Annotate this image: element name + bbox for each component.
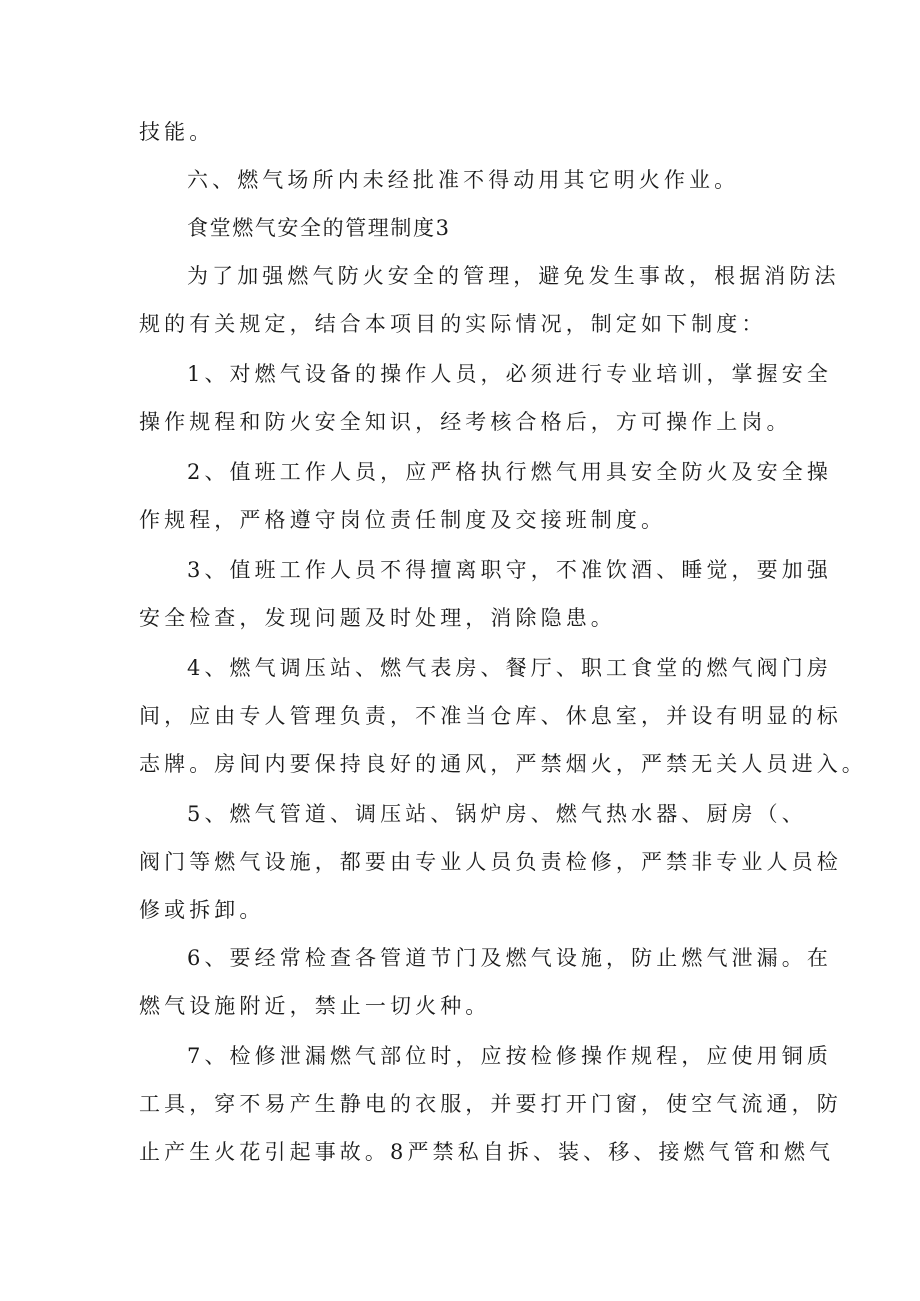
text-line: 4、燃气调压站、燃气表房、餐厅、职工食堂的燃气阀门房 xyxy=(187,656,832,680)
text-line: 3、值班工作人员不得擅离职守，不准饮酒、睡觉，要加强 xyxy=(187,558,832,582)
text-line: 安全检查，发现问题及时处理，消除隐患。 xyxy=(139,606,616,630)
text-line: 志牌。房间内要保持良好的通风，严禁烟火，严禁无关人员进入。 xyxy=(139,752,867,776)
text-line: 操作规程和防火安全知识，经考核合格后，方可操作上岗。 xyxy=(139,410,792,434)
text-line: 作规程，严格遵守岗位责任制度及交接班制度。 xyxy=(139,508,667,532)
text-line: 1、对燃气设备的操作人员，必须进行专业培训，掌握安全 xyxy=(187,362,832,386)
text-line: 技能。 xyxy=(139,120,215,144)
text-line: 6、要经常检查各管道节门及燃气设施，防止燃气泄漏。在 xyxy=(187,946,832,970)
text-line: 六、燃气场所内未经批准不得动用其它明火作业。 xyxy=(187,168,740,192)
text-line: 规的有关规定，结合本项目的实际情况，制定如下制度： xyxy=(139,312,767,336)
text-line: 阀门等燃气设施，都要由专业人员负责检修，严禁非专业人员检 xyxy=(139,850,842,874)
text-line: 工具，穿不易产生静电的衣服，并要打开门窗，使空气流通，防 xyxy=(139,1092,842,1116)
text-line: 止产生火花引起事故。8严禁私自拆、装、移、接燃气管和燃气 xyxy=(139,1140,835,1164)
text-line: 5、燃气管道、调压站、锅炉房、燃气热水器、厨房（、 xyxy=(187,802,807,826)
section-title: 食堂燃气安全的管理制度3 xyxy=(187,216,451,240)
text-line: 修或拆卸。 xyxy=(139,898,265,922)
text-line: 为了加强燃气防火安全的管理，避免发生事故，根据消防法 xyxy=(187,264,840,288)
text-line: 间，应由专人管理负责，不准当仓库、休息室，并设有明显的标 xyxy=(139,704,842,728)
text-line: 7、检修泄漏燃气部位时，应按检修操作规程，应使用铜质 xyxy=(187,1044,832,1068)
text-line: 2、值班工作人员，应严格执行燃气用具安全防火及安全操 xyxy=(187,460,832,484)
text-line: 燃气设施附近，禁止一切火种。 xyxy=(139,994,491,1018)
